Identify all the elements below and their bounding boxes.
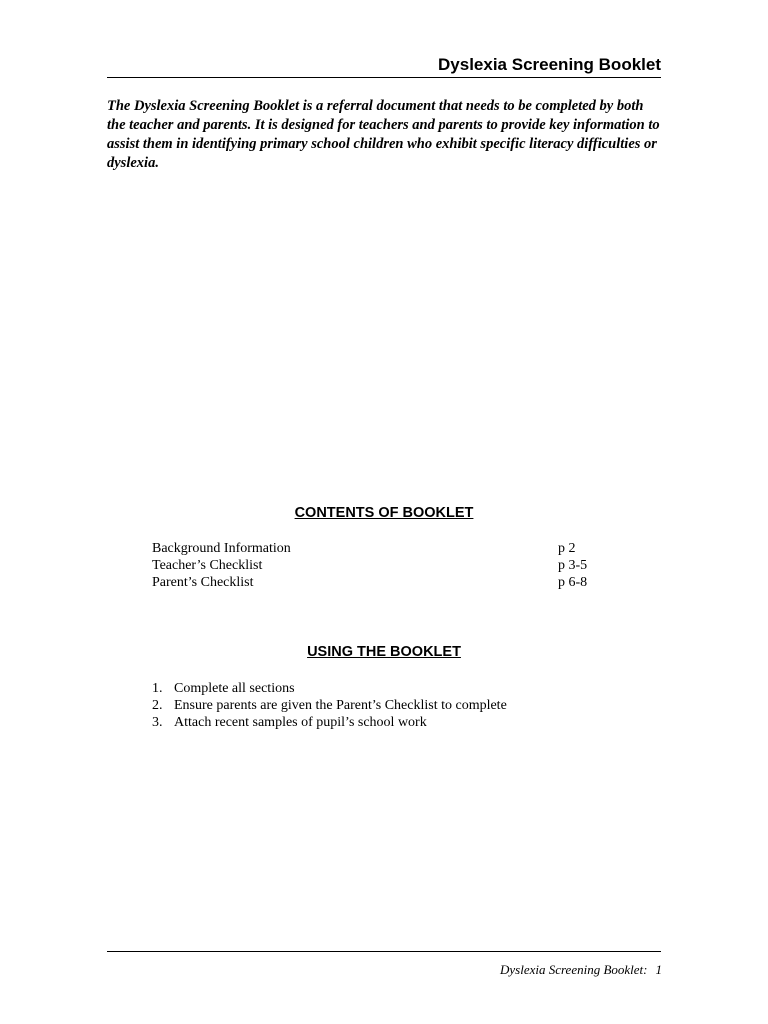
contents-list — [152, 540, 612, 591]
header-divider — [107, 77, 661, 78]
header-title: Dyslexia Screening Booklet — [438, 55, 661, 74]
contents-item — [152, 540, 612, 557]
steps-list — [152, 680, 612, 731]
contents-item-page: p 3-5 — [558, 558, 588, 573]
step-item — [152, 680, 612, 697]
contents-heading: CONTENTS OF BOOKLET — [294, 505, 474, 521]
contents-item-label: Background Information — [152, 541, 291, 556]
step-item — [152, 714, 612, 731]
contents-item-label: Parent’s Checklist — [152, 575, 254, 590]
intro-paragraph: The Dyslexia Screening Booklet is a referral document that needs to be completed by both the teacher and parents. It is designed for teachers and parents to provide key information to assist them in identifying primary school children who exhibit specific literacy difficulties or dyslexia. — [107, 98, 660, 171]
contents-item-page: p 2 — [558, 541, 576, 556]
contents-item-page: p 6-8 — [558, 575, 588, 590]
step-number: 1. — [152, 681, 163, 696]
step-number: 3. — [152, 715, 163, 730]
footer — [500, 962, 662, 978]
contents-item — [152, 557, 612, 574]
contents-item — [152, 574, 612, 591]
page-number: 1 — [655, 962, 662, 977]
step-text: Complete all sections — [174, 681, 295, 696]
step-number: 2. — [152, 698, 163, 713]
footer-label: Dyslexia Screening Booklet: — [499, 962, 648, 977]
step-text: Ensure parents are given the Parent’s Checklist to complete — [174, 698, 507, 713]
contents-item-label: Teacher’s Checklist — [152, 558, 263, 573]
using-heading: USING THE BOOKLET — [307, 644, 461, 660]
step-item — [152, 697, 612, 714]
footer-divider — [107, 951, 661, 952]
step-text: Attach recent samples of pupil’s school work — [174, 715, 427, 730]
